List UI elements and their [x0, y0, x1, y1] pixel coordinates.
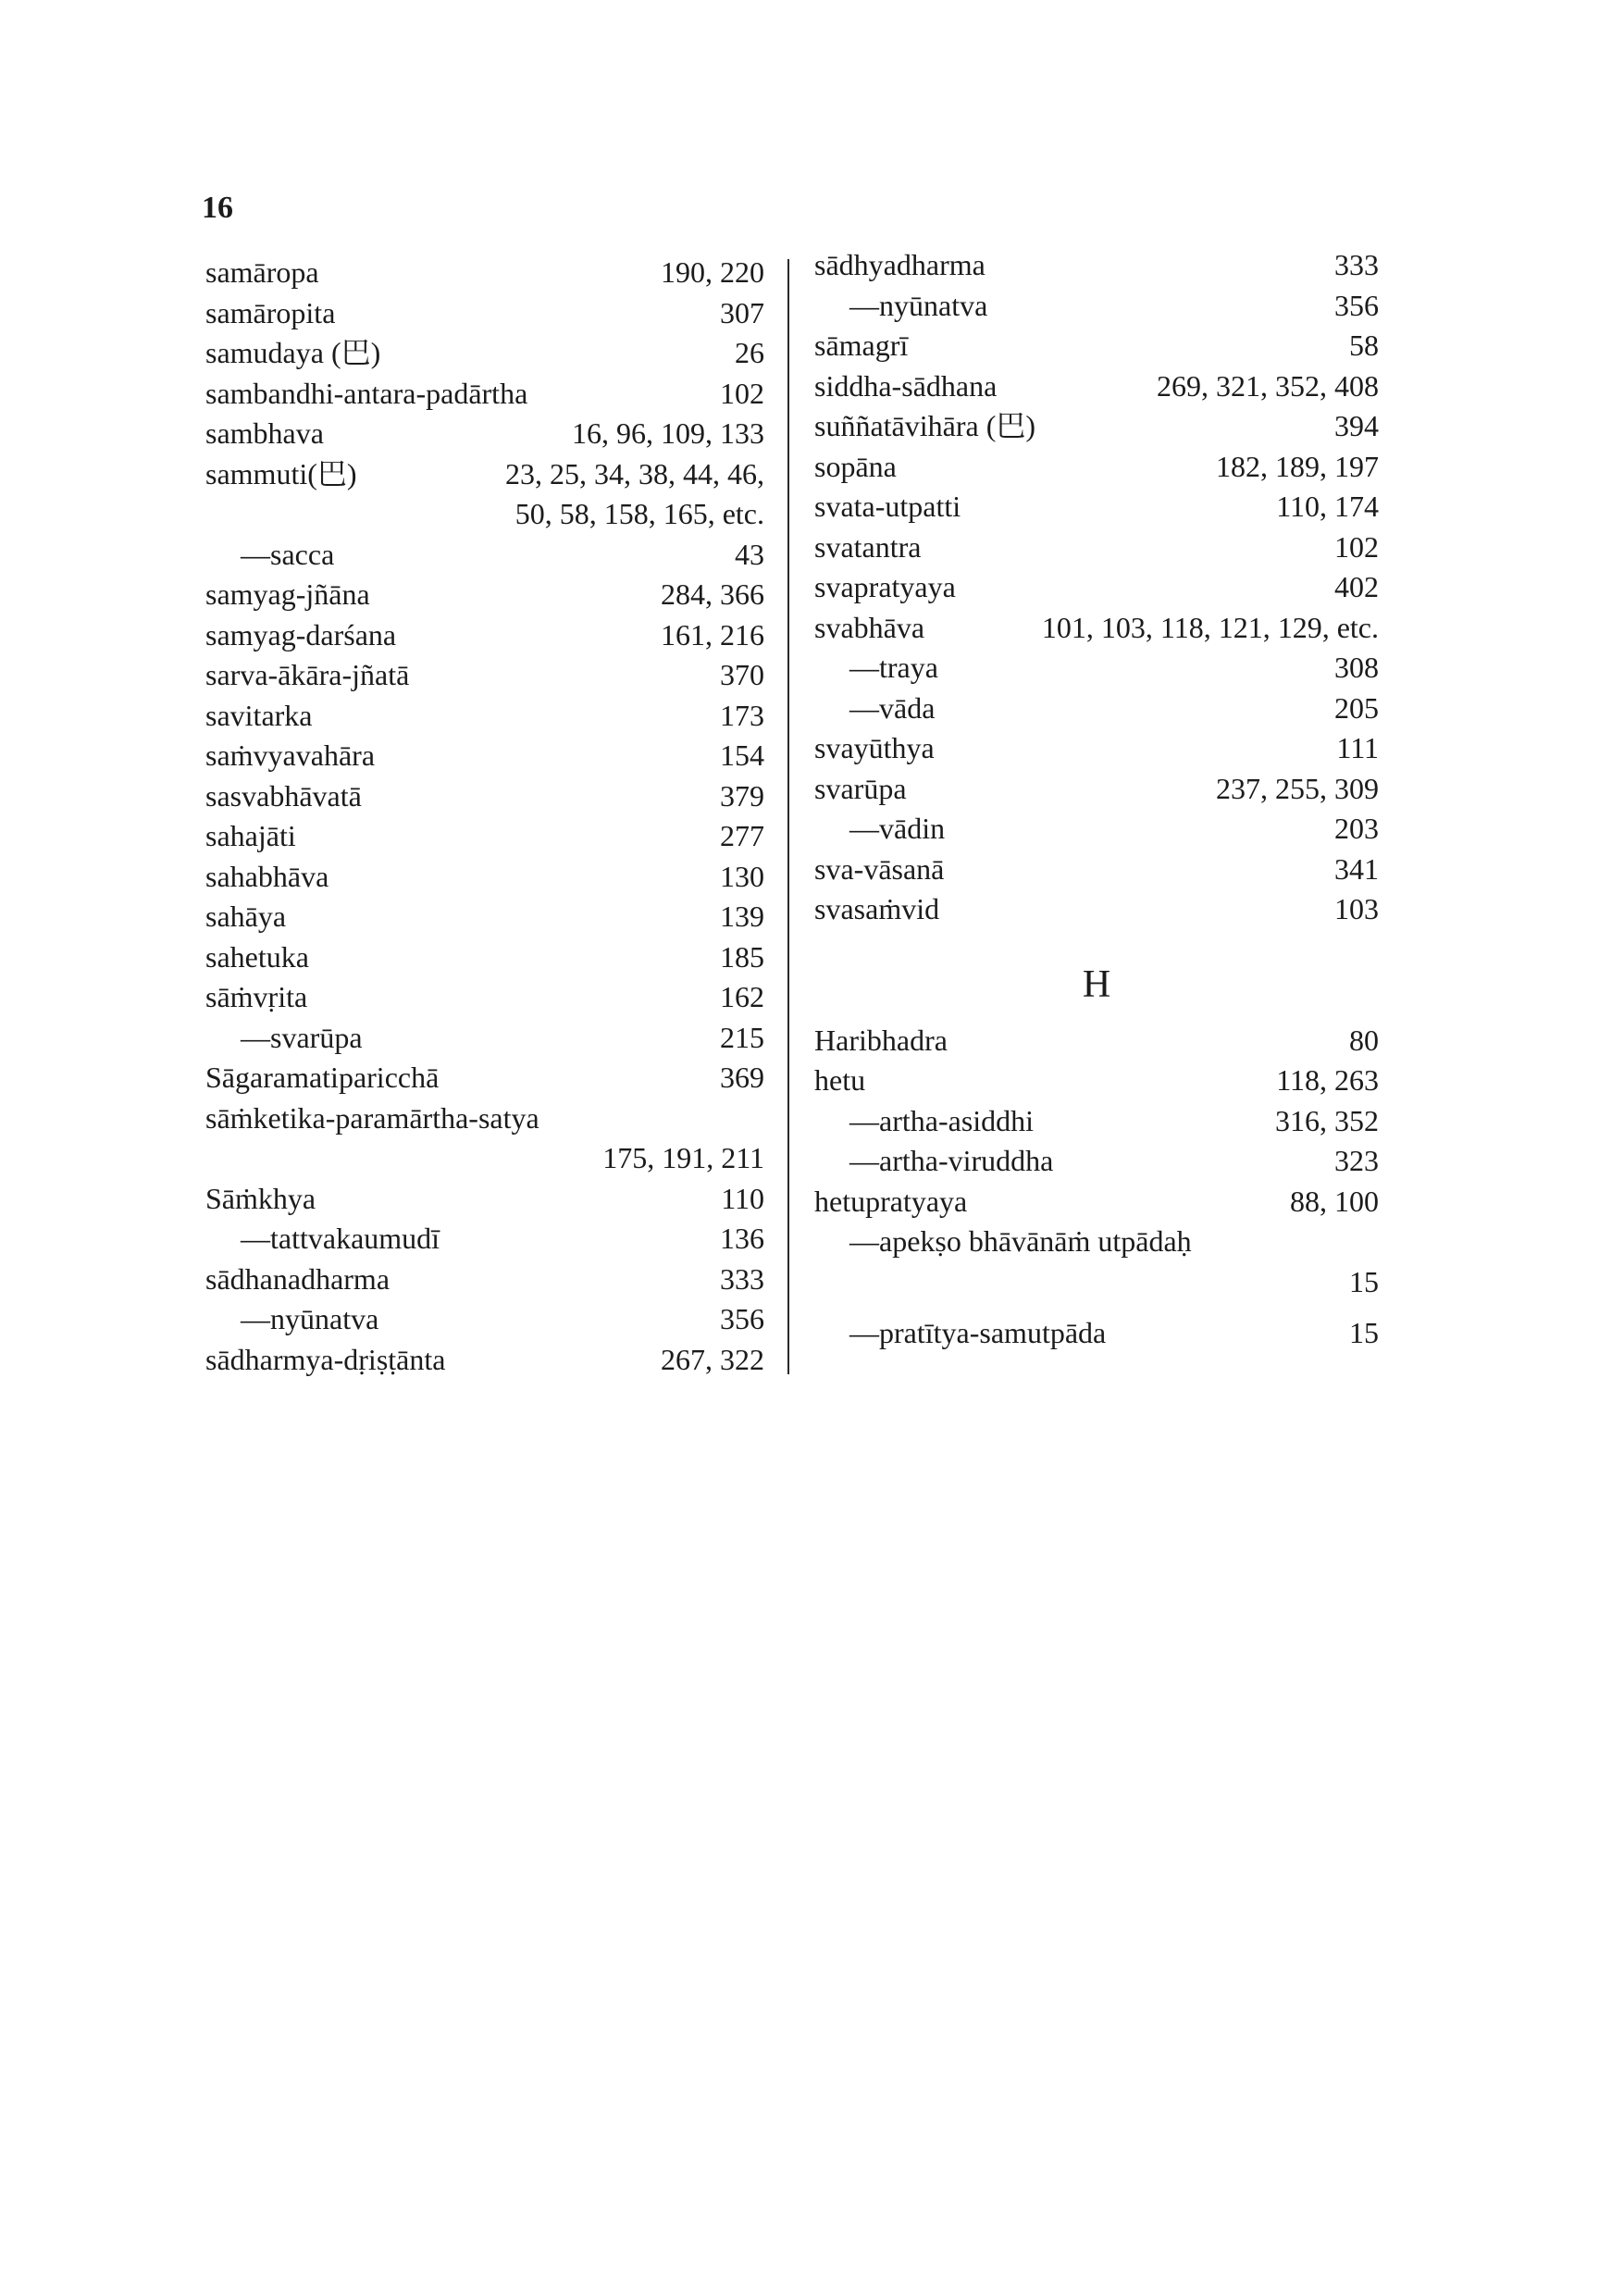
index-entry: [205, 333, 764, 374]
subentry-term: —artha-asiddhi: [849, 1103, 1035, 1137]
subentry-term: —svarūpa: [241, 1020, 363, 1054]
entry-pages: 16, 96, 109, 133: [572, 416, 764, 450]
entry-pages: 308: [1334, 651, 1379, 684]
entry-term: sāṁvṛita: [205, 980, 308, 1013]
entry-term: hetu: [814, 1063, 866, 1097]
entry-pages: 394: [1334, 409, 1379, 442]
entry-term: sādhyadharma: [814, 248, 986, 281]
entry-term: samāropita: [205, 295, 336, 329]
index-entry: [814, 366, 1379, 407]
index-entry: [814, 1101, 1379, 1142]
entry-pages: 23, 25, 34, 38, 44, 46,: [505, 456, 764, 490]
index-entry: [814, 689, 1379, 729]
entry-pages: 173: [720, 698, 764, 732]
entry-term: samudaya (巴): [205, 336, 381, 369]
entry-term: samyag-darśana: [205, 617, 397, 652]
entry-term: sahajāti: [205, 819, 296, 852]
index-entry: [814, 567, 1379, 608]
index-entry: [205, 1098, 764, 1179]
entry-pages: 182, 189, 197: [1216, 449, 1379, 483]
entry-pages: 15: [1349, 1316, 1379, 1349]
index-entry: [205, 897, 764, 937]
section-letter-h: H: [1082, 962, 1111, 1006]
entry-pages: 80: [1349, 1023, 1379, 1057]
entry-pages: 136: [720, 1222, 764, 1255]
entry-term: sambhava: [205, 416, 324, 450]
index-entry: [814, 1141, 1379, 1182]
index-entry: [814, 286, 1379, 327]
entry-term: sāṁketika-paramārtha-satya: [205, 1100, 539, 1135]
entry-term: savitarka: [205, 698, 313, 732]
subentry-term: —tattvakaumudī: [241, 1222, 440, 1255]
index-entry: [205, 736, 764, 776]
index-entry: [814, 326, 1379, 366]
index-entry: [814, 1313, 1379, 1354]
entry-pages: 269, 321, 352, 408: [1157, 368, 1379, 403]
entry-term: sopāna: [814, 449, 897, 483]
entry-pages: 88, 100: [1290, 1184, 1379, 1218]
index-entry: [205, 374, 764, 415]
entry-pages: 26: [735, 336, 764, 369]
entry-pages: 43: [735, 537, 764, 571]
entry-pages: 139: [720, 900, 764, 933]
index-entry: [814, 1061, 1379, 1101]
index-entry: [205, 454, 764, 535]
entry-term: sahāya: [205, 900, 287, 933]
entry-term: sādharmya-dṛiṣṭānta: [205, 1342, 446, 1376]
index-entry: [205, 575, 764, 615]
entry-pages: 110: [721, 1181, 764, 1215]
index-entry: [205, 1179, 764, 1220]
entry-pages: 203: [1334, 812, 1379, 845]
index-entry: [205, 535, 764, 576]
entry-pages: 356: [720, 1302, 764, 1335]
entry-term: svasaṁvid: [814, 892, 940, 925]
entry-pages: 185: [720, 939, 764, 974]
index-entry: [814, 648, 1379, 689]
index-entry: [205, 1299, 764, 1340]
entry-term: sādhanadharma: [205, 1261, 391, 1296]
entry-pages: 205: [1334, 690, 1379, 725]
entry-pages-continued: 50, 58, 158, 165, etc.: [514, 497, 764, 530]
subentry-term: —artha-viruddha: [849, 1144, 1054, 1177]
entry-pages: 118, 263: [1276, 1063, 1379, 1097]
index-entry: [814, 245, 1379, 286]
entry-term: samāropa: [205, 255, 319, 289]
entry-pages: 307: [720, 295, 764, 329]
index-entry: [205, 696, 764, 737]
entry-pages: 190, 220: [661, 255, 764, 289]
index-entry: [205, 414, 764, 454]
subentry-term: —sacca: [241, 537, 335, 571]
index-entry: [205, 977, 764, 1018]
entry-term: sammuti(巴): [205, 456, 357, 490]
entry-term: svabhāva: [814, 610, 925, 644]
entry-pages: 379: [720, 778, 764, 813]
entry-term: svayūthya: [814, 731, 935, 764]
entry-term: svatantra: [814, 529, 922, 564]
entry-term: siddha-sādhana: [814, 368, 998, 403]
entry-term: sahetuka: [205, 939, 309, 974]
index-entry: [205, 655, 764, 696]
index-entry: [205, 253, 764, 293]
entry-pages-continued: 15: [1349, 1264, 1379, 1298]
index-entry: [814, 850, 1379, 890]
index-entry: [205, 1018, 764, 1059]
subentry-term: —apekṣo bhāvānāṁ utpādaḥ: [849, 1224, 1192, 1258]
entry-pages: 162: [720, 980, 764, 1013]
entry-term: Haribhadra: [814, 1023, 948, 1057]
index-entry: [814, 769, 1379, 810]
index-entry: [205, 937, 764, 978]
index-column-left: [205, 253, 764, 1380]
index-entry: [814, 1222, 1379, 1302]
entry-pages: 402: [1334, 570, 1379, 603]
entry-pages: 341: [1334, 851, 1379, 886]
entry-term: saṁvyavahāra: [205, 738, 376, 772]
index-entry: [814, 809, 1379, 850]
index-entry: [814, 728, 1379, 769]
entry-term: samyag-jñāna: [205, 577, 370, 611]
subentry-term: —pratītya-samutpāda: [849, 1316, 1107, 1349]
index-entry: [205, 293, 764, 334]
entry-pages: 277: [720, 819, 764, 852]
entry-term: svata-utpatti: [814, 490, 961, 523]
entry-pages: 333: [1334, 248, 1379, 281]
index-entry: [814, 1182, 1379, 1222]
index-entry: [205, 1058, 764, 1098]
index-entry: [205, 1219, 764, 1260]
entry-term: sambandhi-antara-padārtha: [205, 376, 528, 410]
subentry-term: —nyūnatva: [849, 288, 988, 322]
page-number: 16: [202, 191, 233, 225]
index-entry: [205, 1260, 764, 1300]
index-entry: [205, 857, 764, 898]
entry-pages: 316, 352: [1275, 1103, 1379, 1137]
entry-pages: 103: [1334, 892, 1379, 925]
index-entry: [814, 406, 1379, 447]
entry-term: sahabhāva: [205, 859, 329, 893]
subentry-term: —nyūnatva: [241, 1302, 379, 1335]
entry-term: hetupratyaya: [814, 1184, 968, 1218]
entry-pages: 101, 103, 118, 121, 129, etc.: [1041, 610, 1379, 644]
entry-pages: 323: [1334, 1144, 1379, 1177]
entry-pages: 370: [720, 658, 764, 691]
entry-pages: 111: [1336, 731, 1379, 764]
subentry-term: —vāda: [849, 690, 936, 725]
entry-term: svapratyaya: [814, 570, 956, 603]
index-entry: [205, 615, 764, 656]
entry-pages: 102: [1334, 529, 1379, 564]
index-entry: [814, 1021, 1379, 1061]
index-entry: [205, 1340, 764, 1381]
entry-pages: 267, 322: [661, 1342, 764, 1376]
entry-term: sasvabhāvatā: [205, 778, 362, 813]
entry-term: sarva-ākāra-jñatā: [205, 658, 410, 691]
entry-term: sva-vāsanā: [814, 851, 945, 886]
entry-pages: 369: [720, 1061, 764, 1094]
subentry-term: —vādin: [849, 812, 946, 845]
index-entry: [814, 447, 1379, 488]
entry-pages: 58: [1349, 329, 1379, 362]
entry-pages: 130: [720, 859, 764, 893]
subentry-term: —traya: [849, 651, 938, 684]
index-entry: [814, 527, 1379, 568]
entry-term: svarūpa: [814, 771, 907, 805]
entry-term: suññatāvihāra (巴): [814, 409, 1036, 442]
entry-pages: 284, 366: [661, 577, 764, 611]
entry-pages: 356: [1334, 288, 1379, 322]
column-divider: [787, 259, 789, 1374]
entry-term: Sāṁkhya: [205, 1181, 316, 1215]
entry-term: sāmagrī: [814, 329, 909, 362]
entry-pages: 215: [720, 1020, 764, 1054]
index-entry: [814, 889, 1379, 930]
entry-pages: 102: [720, 376, 764, 410]
index-entry: [205, 776, 764, 817]
entry-pages: 161, 216: [661, 617, 764, 652]
entry-pages: 154: [720, 738, 764, 772]
index-column-right: [814, 245, 1379, 1354]
index-entry: [205, 816, 764, 857]
index-entry: [814, 487, 1379, 527]
entry-pages-continued: 175, 191, 211: [602, 1141, 764, 1174]
entry-pages: 333: [720, 1261, 764, 1296]
index-entry: [814, 608, 1379, 649]
entry-term: Sāgaramatiparicchā: [205, 1061, 440, 1094]
entry-pages: 237, 255, 309: [1216, 771, 1379, 805]
entry-pages: 110, 174: [1276, 490, 1379, 523]
